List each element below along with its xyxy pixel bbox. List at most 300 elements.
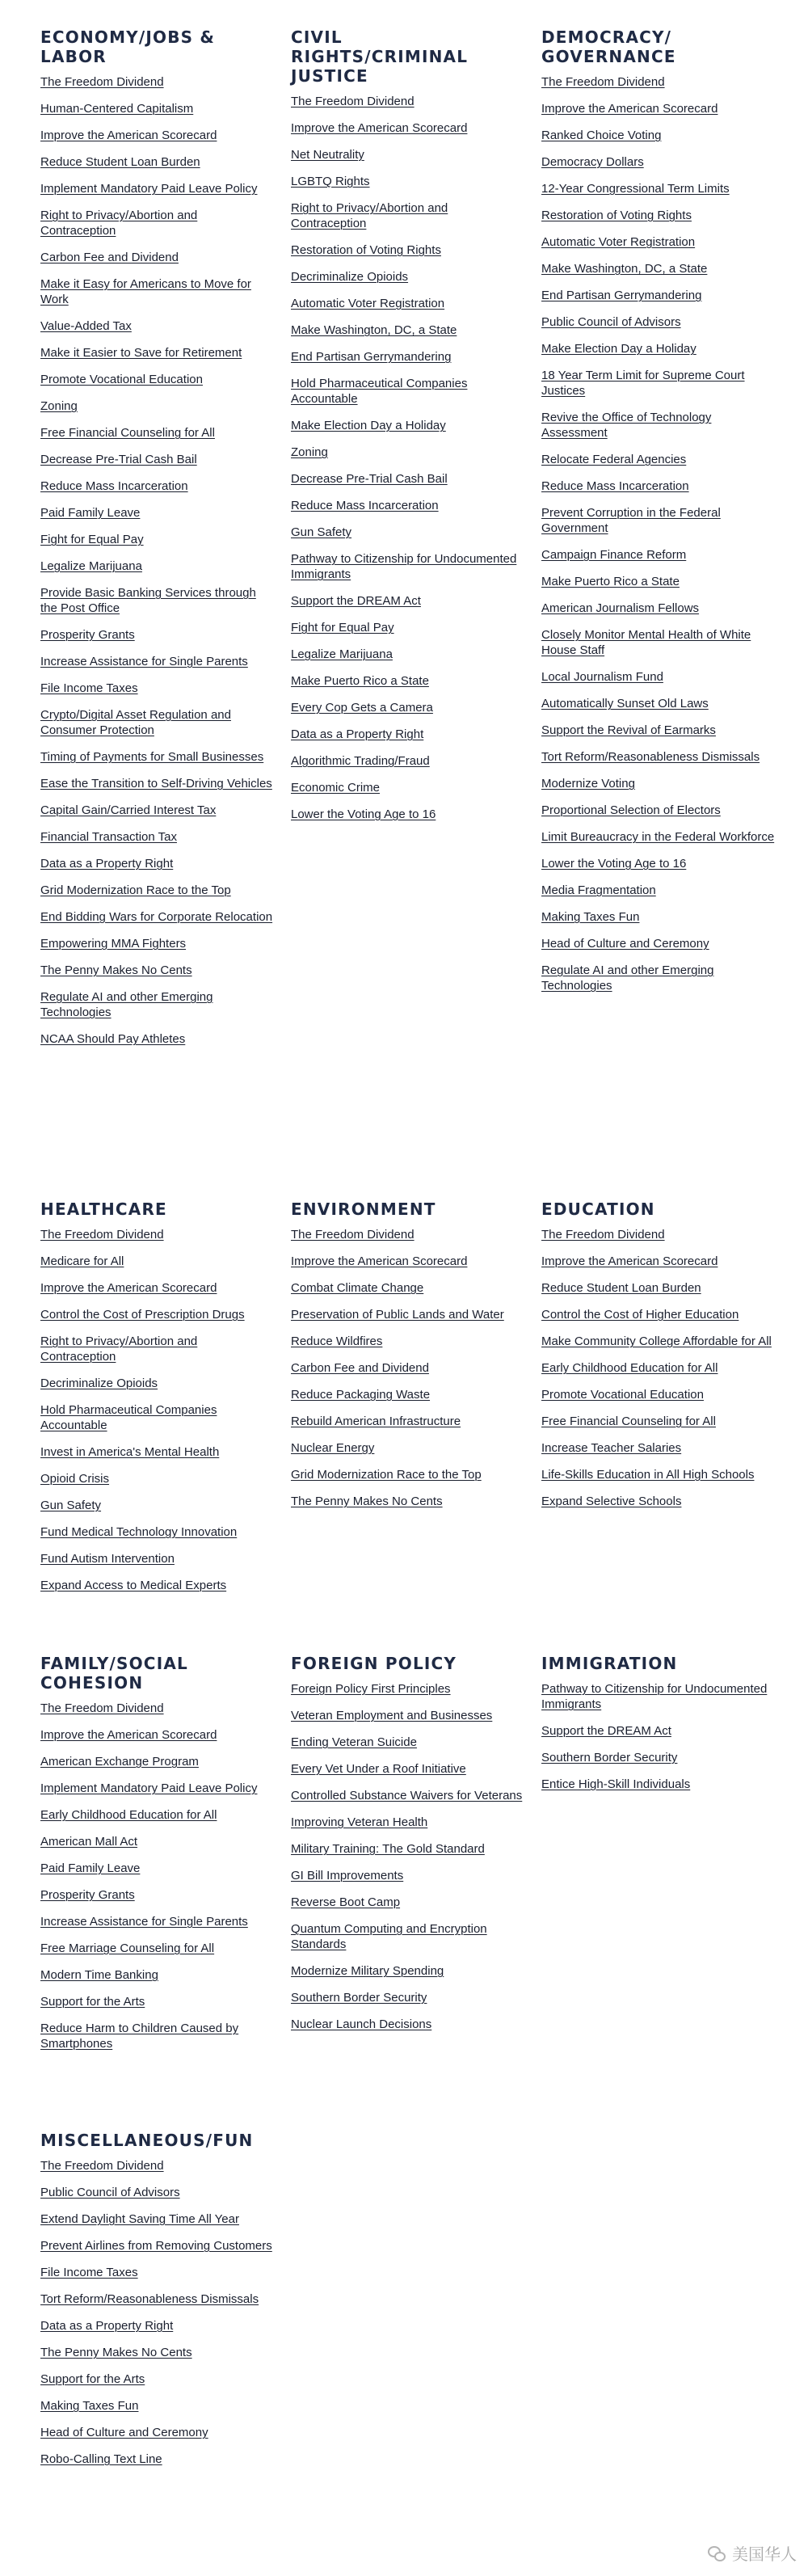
policy-link[interactable]: Campaign Finance Reform	[541, 548, 687, 562]
policy-link[interactable]: Timing of Payments for Small Businesses	[40, 750, 264, 764]
policy-link[interactable]: Gun Safety	[40, 1499, 102, 1512]
policy-link[interactable]: Automatic Voter Registration	[541, 235, 696, 249]
watermark-text: 美国华人	[732, 2546, 797, 2564]
policy-link[interactable]: Ending Veteran Suicide	[291, 1735, 417, 1749]
policy-link[interactable]: Public Council of Advisors	[40, 2186, 180, 2199]
list-item	[40, 318, 275, 334]
policy-link[interactable]: Invest in America's Mental Health	[40, 1445, 220, 1459]
section-heading: FOREIGN POLICY	[291, 1654, 457, 1673]
section-items	[291, 94, 525, 822]
policy-link[interactable]: Provide Basic Banking Services through the Post Office	[40, 586, 256, 615]
policy-link[interactable]: Reduce Mass Incarceration	[291, 499, 439, 512]
policy-link[interactable]: The Penny Makes No Cents	[40, 2346, 192, 2359]
policy-link[interactable]: Net Neutrality	[291, 148, 364, 162]
policy-link[interactable]: Algorithmic Trading/Fraud	[291, 754, 430, 768]
policy-link[interactable]: The Freedom Dividend	[291, 1228, 415, 1242]
list-item	[291, 1895, 525, 1910]
list-item	[40, 2265, 275, 2280]
list-item	[541, 479, 776, 494]
policy-link[interactable]: 18 Year Term Limit for Supreme Court Justices	[541, 369, 745, 398]
list-item	[40, 1914, 275, 1929]
list-item	[541, 505, 776, 536]
policy-link[interactable]: Improve the American Scorecard	[40, 1281, 217, 1295]
policy-link[interactable]: Promote Vocational Education	[40, 373, 203, 386]
policy-link[interactable]: Support the Revival of Earmarks	[541, 723, 716, 737]
policy-link[interactable]: Right to Privacy/Abortion and Contraception	[40, 1334, 198, 1364]
policy-link[interactable]: Increase Assistance for Single Parents	[40, 655, 248, 668]
list-item	[291, 120, 525, 136]
list-item	[40, 2185, 275, 2200]
policy-link[interactable]: Support the DREAM Act	[541, 1724, 671, 1738]
list-item	[541, 234, 776, 250]
list-item	[40, 74, 275, 90]
policy-link[interactable]: Early Childhood Education for All	[40, 1808, 217, 1822]
list-item	[541, 341, 776, 356]
policy-link[interactable]: Fund Autism Intervention	[40, 1552, 175, 1566]
policy-link[interactable]: Tort Reform/Reasonableness Dismissals	[40, 2292, 259, 2306]
policy-link[interactable]: Making Taxes Fun	[40, 2399, 139, 2413]
list-item	[291, 1761, 525, 1777]
list-item	[541, 803, 776, 818]
policy-link[interactable]: Crypto/Digital Asset Regulation and Consumer Protection	[40, 708, 231, 737]
policy-link[interactable]: Proportional Selection of Electors	[541, 803, 721, 817]
policy-link[interactable]: Implement Mandatory Paid Leave Policy	[40, 182, 258, 196]
list-item	[291, 1307, 525, 1322]
policy-link[interactable]: Lower the Voting Age to 16	[541, 857, 687, 871]
policy-link[interactable]: Medicare for All	[40, 1254, 124, 1268]
policy-link[interactable]: Right to Privacy/Abortion and Contraception	[291, 201, 448, 230]
list-item	[541, 1467, 776, 1482]
policy-link[interactable]: Legalize Marijuana	[291, 647, 393, 661]
list-item	[40, 2158, 275, 2173]
list-item	[291, 780, 525, 795]
list-item	[40, 559, 275, 574]
policy-link[interactable]: Support for the Arts	[40, 1995, 145, 2009]
list-item	[40, 585, 275, 616]
section-items	[541, 74, 776, 993]
policy-link[interactable]: Opioid Crisis	[40, 1472, 110, 1486]
list-item	[291, 1414, 525, 1429]
policy-link[interactable]: Reduce Student Loan Burden	[40, 155, 200, 169]
policy-link[interactable]: Early Childhood Education for All	[541, 1361, 718, 1375]
policy-link[interactable]: Paid Family Leave	[40, 1861, 141, 1875]
policy-link[interactable]: Fight for Equal Pay	[291, 621, 394, 635]
policy-link[interactable]: End Partisan Gerrymandering	[541, 289, 702, 302]
policy-link[interactable]: Foreign Policy First Principles	[291, 1682, 451, 1696]
policy-link[interactable]: Pathway to Citizenship for Undocumented Immigrants	[541, 1682, 768, 1711]
policy-link[interactable]: Making Taxes Fun	[541, 910, 640, 924]
list-item	[541, 288, 776, 303]
policy-link[interactable]: Control the Cost of Higher Education	[541, 1308, 739, 1322]
list-item	[291, 1440, 525, 1456]
list-item	[541, 574, 776, 589]
policy-link[interactable]: Rebuild American Infrastructure	[291, 1414, 461, 1428]
policy-link[interactable]: Promote Vocational Education	[541, 1388, 704, 1402]
policy-link[interactable]: Revive the Office of Technology Assessment	[541, 411, 712, 440]
policy-link[interactable]: File Income Taxes	[40, 681, 138, 695]
list-item	[541, 410, 776, 441]
list-item	[541, 1750, 776, 1765]
policy-link[interactable]: Reverse Boot Camp	[291, 1895, 401, 1909]
section-heading: EDUCATION	[541, 1199, 655, 1219]
list-item	[541, 696, 776, 711]
list-item	[40, 1498, 275, 1513]
policy-link[interactable]: Every Cop Gets a Camera	[291, 701, 433, 715]
list-item	[40, 1834, 275, 1849]
list-item	[541, 1723, 776, 1739]
list-item	[291, 349, 525, 365]
policy-link[interactable]: Nuclear Launch Decisions	[291, 2017, 432, 2031]
policy-link[interactable]: Make Election Day a Holiday	[541, 342, 696, 356]
policy-link[interactable]: Modern Time Banking	[40, 1968, 158, 1982]
list-item	[541, 314, 776, 330]
list-item	[40, 989, 275, 1020]
policy-link[interactable]: End Bidding Wars for Corporate Relocation	[40, 910, 273, 924]
policy-link[interactable]: The Penny Makes No Cents	[40, 963, 192, 977]
policy-link[interactable]: Automatically Sunset Old Laws	[541, 697, 709, 710]
list-item	[541, 723, 776, 738]
list-item	[291, 1921, 525, 1952]
policy-link[interactable]: American Journalism Fellows	[541, 601, 700, 615]
list-item	[291, 200, 525, 231]
policy-link[interactable]: Hold Pharmaceutical Companies Accountable	[40, 1403, 217, 1432]
list-item	[291, 807, 525, 822]
policy-link[interactable]: File Income Taxes	[40, 2266, 138, 2279]
policy-link[interactable]: Nuclear Energy	[291, 1441, 375, 1455]
list-item	[541, 883, 776, 898]
policy-link[interactable]: American Exchange Program	[40, 1755, 199, 1769]
policy-link[interactable]: The Penny Makes No Cents	[291, 1495, 443, 1508]
list-item	[291, 1735, 525, 1750]
list-item	[40, 1444, 275, 1460]
section-items	[291, 1227, 525, 1509]
policy-link[interactable]: Make Washington, DC, a State	[541, 262, 708, 276]
list-item	[291, 1254, 525, 1269]
policy-link[interactable]: Local Journalism Fund	[541, 670, 663, 684]
policy-link[interactable]: Improve the American Scorecard	[541, 102, 718, 116]
policy-link[interactable]: Make it Easier to Save for Retirement	[40, 346, 242, 360]
policy-link[interactable]: Implement Mandatory Paid Leave Policy	[40, 1781, 258, 1795]
list-item	[291, 147, 525, 162]
list-item	[40, 1807, 275, 1823]
policy-link[interactable]: Regulate AI and other Emerging Technologies	[541, 963, 714, 993]
policy-link[interactable]: Head of Culture and Ceremony	[541, 937, 709, 951]
policy-link[interactable]: Value-Added Tax	[40, 319, 132, 333]
section-items	[541, 1227, 776, 1509]
policy-link[interactable]: Democracy Dollars	[541, 155, 644, 169]
policy-link[interactable]: Decriminalize Opioids	[291, 270, 409, 284]
list-item	[291, 647, 525, 662]
list-item	[40, 1402, 275, 1433]
policy-link[interactable]: Empowering MMA Fighters	[40, 937, 187, 951]
list-item	[40, 452, 275, 467]
policy-link[interactable]: Right to Privacy/Abortion and Contraception	[40, 209, 198, 238]
policy-link[interactable]: Tort Reform/Reasonableness Dismissals	[541, 750, 760, 764]
policy-link[interactable]: Economic Crime	[291, 781, 381, 795]
policy-link[interactable]: Reduce Wildfires	[291, 1334, 383, 1348]
list-item	[40, 883, 275, 898]
list-item	[541, 154, 776, 170]
list-item	[541, 856, 776, 871]
list-item	[291, 445, 525, 460]
list-item	[541, 829, 776, 845]
list-item	[40, 1334, 275, 1364]
policy-link[interactable]: Robo-Calling Text Line	[40, 2452, 162, 2466]
policy-link[interactable]: Expand Access to Medical Experts	[40, 1579, 227, 1592]
policy-link[interactable]: Combat Climate Change	[291, 1281, 424, 1295]
section-immigration	[541, 1654, 776, 1803]
policy-link[interactable]: Make Puerto Rico a State	[541, 575, 680, 588]
policy-link[interactable]: Make Puerto Rico a State	[291, 674, 429, 688]
policy-link[interactable]: Improving Veteran Health	[291, 1815, 428, 1829]
list-item	[40, 1280, 275, 1296]
list-item	[40, 154, 275, 170]
section-education	[541, 1199, 776, 1520]
policy-link[interactable]: Extend Daylight Saving Time All Year	[40, 2212, 239, 2226]
policy-link[interactable]: LGBTQ Rights	[291, 175, 370, 188]
policy-link[interactable]: Gun Safety	[291, 525, 352, 539]
section-items	[40, 1227, 275, 1593]
policy-link[interactable]: Carbon Fee and Dividend	[40, 251, 179, 264]
policy-link[interactable]: Ease the Transition to Self-Driving Vehicles	[40, 777, 272, 791]
section-environment	[291, 1199, 525, 1520]
section-heading: DEMOCRACY/ GOVERNANCE	[541, 27, 676, 66]
list-item	[541, 909, 776, 925]
policy-link[interactable]: The Freedom Dividend	[541, 75, 665, 89]
policy-link[interactable]: Decriminalize Opioids	[40, 1377, 158, 1390]
list-item	[40, 2021, 275, 2051]
list-item	[541, 936, 776, 951]
list-item	[40, 681, 275, 696]
policy-link[interactable]: Make it Easy for Americans to Move for Work	[40, 277, 251, 306]
policy-link[interactable]: Improve the American Scorecard	[291, 121, 468, 135]
policy-link[interactable]: Reduce Packaging Waste	[291, 1388, 431, 1402]
list-item	[40, 1524, 275, 1540]
policy-link[interactable]: Life-Skills Education in All High Schools	[541, 1468, 755, 1482]
list-item	[291, 1841, 525, 1857]
list-item	[40, 1861, 275, 1876]
policy-link[interactable]: Grid Modernization Race to the Top	[40, 883, 231, 897]
policy-link[interactable]: Preservation of Public Lands and Water	[291, 1308, 504, 1322]
list-item	[40, 2238, 275, 2253]
policy-link[interactable]: Improve the American Scorecard	[40, 1728, 217, 1742]
policy-link[interactable]: Make Community College Affordable for All	[541, 1334, 772, 1348]
list-item	[40, 2211, 275, 2227]
policy-link[interactable]: Media Fragmentation	[541, 883, 656, 897]
list-item	[291, 471, 525, 487]
policy-link[interactable]: Support the DREAM Act	[291, 594, 421, 608]
list-item	[40, 2318, 275, 2334]
policy-link[interactable]: Quantum Computing and Encryption Standards	[291, 1922, 487, 1951]
section-heading: FAMILY/SOCIAL COHESION	[40, 1654, 188, 1693]
policy-link[interactable]: Control the Cost of Prescription Drugs	[40, 1308, 245, 1322]
list-item	[40, 1227, 275, 1242]
list-item	[40, 1471, 275, 1486]
policy-link[interactable]: Reduce Mass Incarceration	[40, 479, 188, 493]
policy-link[interactable]: Controlled Substance Waivers for Veterans	[291, 1789, 523, 1802]
policy-link[interactable]: Increase Assistance for Single Parents	[40, 1915, 248, 1929]
list-item	[40, 2452, 275, 2467]
policy-link[interactable]: Decrease Pre-Trial Cash Bail	[291, 472, 448, 486]
policy-link[interactable]: Relocate Federal Agencies	[541, 453, 687, 466]
list-item	[541, 1334, 776, 1349]
policy-link[interactable]: The Freedom Dividend	[40, 1228, 164, 1242]
list-item	[291, 2017, 525, 2032]
policy-link[interactable]: Pathway to Citizenship for Undocumented Immigrants	[291, 552, 517, 581]
policy-link[interactable]: Regulate AI and other Emerging Technologies	[40, 990, 213, 1019]
list-item	[291, 1387, 525, 1402]
policy-link[interactable]: Prosperity Grants	[40, 628, 135, 642]
policy-link[interactable]: Data as a Property Right	[291, 727, 424, 741]
policy-link[interactable]: Increase Teacher Salaries	[541, 1441, 682, 1455]
policy-link[interactable]: Data as a Property Right	[40, 857, 174, 871]
list-item	[541, 1681, 776, 1712]
policy-link[interactable]: Restoration of Voting Rights	[541, 209, 692, 222]
section-economy	[40, 27, 275, 1058]
list-item	[291, 323, 525, 338]
list-item	[40, 856, 275, 871]
list-item	[291, 1280, 525, 1296]
policy-link[interactable]: Restoration of Voting Rights	[291, 243, 441, 257]
policy-link[interactable]: Fund Medical Technology Innovation	[40, 1525, 238, 1539]
list-item	[541, 1440, 776, 1456]
list-item	[541, 1387, 776, 1402]
section-heading: ECONOMY/JOBS & LABOR	[40, 27, 216, 66]
list-item	[291, 673, 525, 689]
policy-link[interactable]: Southern Border Security	[291, 1991, 427, 2005]
policy-link[interactable]: Reduce Student Loan Burden	[541, 1281, 701, 1295]
list-item	[291, 498, 525, 513]
policy-link[interactable]: Prevent Airlines from Removing Customers	[40, 2239, 272, 2253]
policy-link[interactable]: Data as a Property Right	[40, 2319, 174, 2333]
list-item	[40, 276, 275, 307]
policy-link[interactable]: Prevent Corruption in the Federal Government	[541, 506, 721, 535]
policy-link[interactable]: Improve the American Scorecard	[541, 1254, 718, 1268]
list-item	[291, 1334, 525, 1349]
policy-link[interactable]: Modernize Military Spending	[291, 1964, 444, 1978]
section-civil-rights	[291, 27, 525, 833]
list-item	[40, 1254, 275, 1269]
list-item	[40, 936, 275, 951]
policy-link[interactable]: NCAA Should Pay Athletes	[40, 1032, 186, 1046]
list-item	[541, 547, 776, 563]
policy-link[interactable]: Fight for Equal Pay	[40, 533, 144, 546]
policy-link[interactable]: Carbon Fee and Dividend	[291, 1361, 429, 1375]
policy-link[interactable]: Limit Bureaucracy in the Federal Workforce	[541, 830, 775, 844]
list-item	[40, 1941, 275, 1956]
list-item	[541, 963, 776, 993]
policy-link[interactable]: American Mall Act	[40, 1835, 138, 1849]
policy-link[interactable]: Head of Culture and Ceremony	[40, 2426, 208, 2439]
policy-link[interactable]: Legalize Marijuana	[40, 559, 142, 573]
list-item	[40, 2372, 275, 2387]
policy-link[interactable]: Southern Border Security	[541, 1751, 678, 1764]
list-item	[291, 94, 525, 109]
policy-link[interactable]: Lower the Voting Age to 16	[291, 807, 436, 821]
section-items	[291, 1681, 525, 2032]
list-item	[541, 1414, 776, 1429]
list-item	[541, 601, 776, 616]
list-item	[40, 707, 275, 738]
policy-link[interactable]: Support for the Arts	[40, 2372, 145, 2386]
list-item	[541, 208, 776, 223]
policy-link[interactable]: Public Council of Advisors	[541, 315, 681, 329]
list-item	[40, 1967, 275, 1983]
policy-link[interactable]: GI Bill Improvements	[291, 1869, 404, 1882]
list-item	[40, 1754, 275, 1769]
policy-link[interactable]: Military Training: The Gold Standard	[291, 1842, 485, 1856]
policy-link[interactable]: Veteran Employment and Businesses	[291, 1709, 493, 1722]
list-item	[291, 174, 525, 189]
list-item	[40, 829, 275, 845]
list-item	[40, 101, 275, 116]
policy-link[interactable]: Improve the American Scorecard	[291, 1254, 468, 1268]
policy-link[interactable]: Zoning	[291, 445, 328, 459]
policy-link[interactable]: Expand Selective Schools	[541, 1495, 682, 1508]
list-item	[40, 1376, 275, 1391]
policy-link[interactable]: The Freedom Dividend	[291, 95, 415, 108]
policy-link[interactable]: The Freedom Dividend	[541, 1228, 665, 1242]
policy-link[interactable]: Ranked Choice Voting	[541, 129, 662, 142]
policy-link[interactable]: Make Washington, DC, a State	[291, 323, 457, 337]
policy-link[interactable]: Free Financial Counseling for All	[40, 426, 215, 440]
list-item	[291, 269, 525, 285]
policy-link[interactable]: 12-Year Congressional Term Limits	[541, 182, 730, 196]
list-item	[291, 1788, 525, 1803]
list-item	[291, 727, 525, 742]
list-item	[541, 1494, 776, 1509]
policy-link[interactable]: Decrease Pre-Trial Cash Bail	[40, 453, 197, 466]
policy-link[interactable]: Automatic Voter Registration	[291, 297, 445, 310]
policy-link[interactable]: Closely Monitor Mental Health of White House Staff	[541, 628, 751, 657]
section-items	[40, 74, 275, 1047]
list-item	[541, 749, 776, 765]
policy-link[interactable]: Modernize Voting	[541, 777, 635, 791]
policy-link[interactable]: Capital Gain/Carried Interest Tax	[40, 803, 217, 817]
list-item	[40, 909, 275, 925]
list-item	[40, 1781, 275, 1796]
policy-link[interactable]: Hold Pharmaceutical Companies Accountable	[291, 377, 468, 406]
list-item	[541, 1777, 776, 1792]
policy-link[interactable]: Make Election Day a Holiday	[291, 419, 446, 432]
policy-link[interactable]: End Partisan Gerrymandering	[291, 350, 452, 364]
list-item	[541, 452, 776, 467]
policy-link[interactable]: The Freedom Dividend	[40, 2159, 164, 2173]
policy-link[interactable]: Grid Modernization Race to the Top	[291, 1468, 482, 1482]
policy-link[interactable]: Every Vet Under a Roof Initiative	[291, 1762, 466, 1776]
policy-link[interactable]: Free Marriage Counseling for All	[40, 1941, 215, 1955]
policy-link[interactable]: Paid Family Leave	[40, 506, 141, 520]
policy-link[interactable]: Human-Centered Capitalism	[40, 102, 194, 116]
section-family	[40, 1654, 275, 2063]
list-item	[40, 2398, 275, 2414]
policy-link[interactable]: Zoning	[40, 399, 78, 413]
policy-link[interactable]: Reduce Harm to Children Caused by Smartphones	[40, 2022, 239, 2051]
policy-link[interactable]: Reduce Mass Incarceration	[541, 479, 689, 493]
policy-link[interactable]: Free Financial Counseling for All	[541, 1414, 716, 1428]
policy-link[interactable]: The Freedom Dividend	[40, 1701, 164, 1715]
list-item	[291, 753, 525, 769]
policy-link[interactable]: Prosperity Grants	[40, 1888, 135, 1902]
list-item	[40, 1031, 275, 1047]
policy-link[interactable]: Improve the American Scorecard	[40, 129, 217, 142]
policy-link[interactable]: Financial Transaction Tax	[40, 830, 177, 844]
section-heading: HEALTHCARE	[40, 1199, 167, 1219]
list-item	[40, 654, 275, 669]
policy-link[interactable]: Entice High-Skill Individuals	[541, 1777, 691, 1791]
policy-link[interactable]: The Freedom Dividend	[40, 75, 164, 89]
list-item	[291, 296, 525, 311]
